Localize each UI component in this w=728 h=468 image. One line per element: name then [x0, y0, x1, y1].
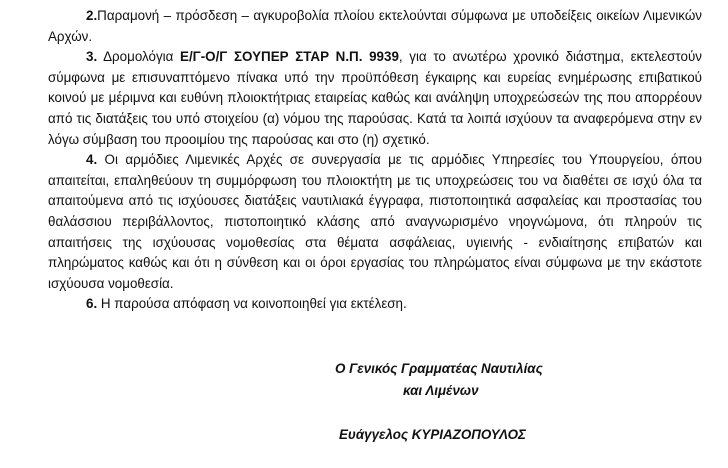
signatory-title-line1: Ο Γενικός Γραμματέας Ναυτιλίας	[335, 361, 543, 376]
paragraph-number: 6.	[86, 296, 98, 312]
paragraph-3	[48, 47, 702, 150]
paragraph-text: Η παρούσα απόφαση να κοινοποιηθεί για εκτέλεση.	[97, 296, 407, 312]
signatory-title-line2: και Λιμένων	[403, 383, 479, 398]
paragraph-2	[48, 6, 702, 47]
paragraph-number: 3.	[86, 49, 98, 65]
paragraph-text-continued: , για το ανωτέρω χρονικό διάστημα, εκτελεστούν σύμφωνα με επισυναπτόμενο πίνακα υπό την προϋπόθεση έγκαιρης και ευρείας ενημέρωσης επιβατικού κοινού με μέριμνα και ευθύνη πλοιοκτήτριας εταιρείας καθώς και ανάληψη υποχρεώσεών της που απορρέουν από τις διατάξεις του υπό στοιχείου (α) νόμου της παρούσας. Κατά τα λοιπά ισχύουν τα αναφερόμενα στην εν λόγω σύμβαση του προοιμίου της παρούσας και στο (η) σχετικό.	[48, 49, 702, 147]
paragraph-text: Παραμονή – πρόσδεση – αγκυροβολία πλοίου εκτελούνται σύμφωνα με υποδείξεις οικείων Λιμενικών Αρχών.	[48, 8, 702, 44]
paragraph-4	[48, 150, 702, 294]
document-body	[48, 6, 702, 315]
paragraph-6	[48, 294, 702, 315]
paragraph-number: 2.	[86, 8, 98, 23]
signatory-name: Ευάγγελος ΚΥΡΙΑΖΟΠΟΥΛΟΣ	[339, 427, 526, 442]
paragraph-number: 4.	[86, 152, 98, 168]
paragraph-text: Δρομολόγια	[103, 49, 181, 65]
vessel-name: Ε/Γ-Ο/Γ ΣΟΥΠΕΡ ΣΤΑΡ Ν.Π. 9939	[180, 49, 399, 65]
paragraph-text: Οι αρμόδιες Λιμενικές Αρχές σε συνεργασία με τις αρμόδιες Υπηρεσίες του Υπουργείου, όπου απαιτείται, επαληθεύουν τη συμμόρφωση του πλοιοκτήτη με τις υποχρεώσεις του να διαθέτει σε ισχύ όλα τα απαιτούμενα από τις ισχύουσες διατάξεις ναυτιλιακά έγγραφα, πιστοποιητικά ασφαλείας και προστασίας του θαλάσσιου περιβάλλοντος, πιστοποιητικό κλάσης από αναγνωρισμένο νηογνώμονα, ότι πληρούν τις απαιτήσεις της ισχύουσας νομοθεσίας στα θέματα ασφάλειας, υγιεινής - ενδιαίτησης επιβατών και πληρώματος καθώς και ότι η σύνθεση και οι όροι εργασίας του πληρώματος είναι σύμφωνα με την εκάστοτε ισχύουσα νομοθεσία.	[48, 152, 702, 291]
